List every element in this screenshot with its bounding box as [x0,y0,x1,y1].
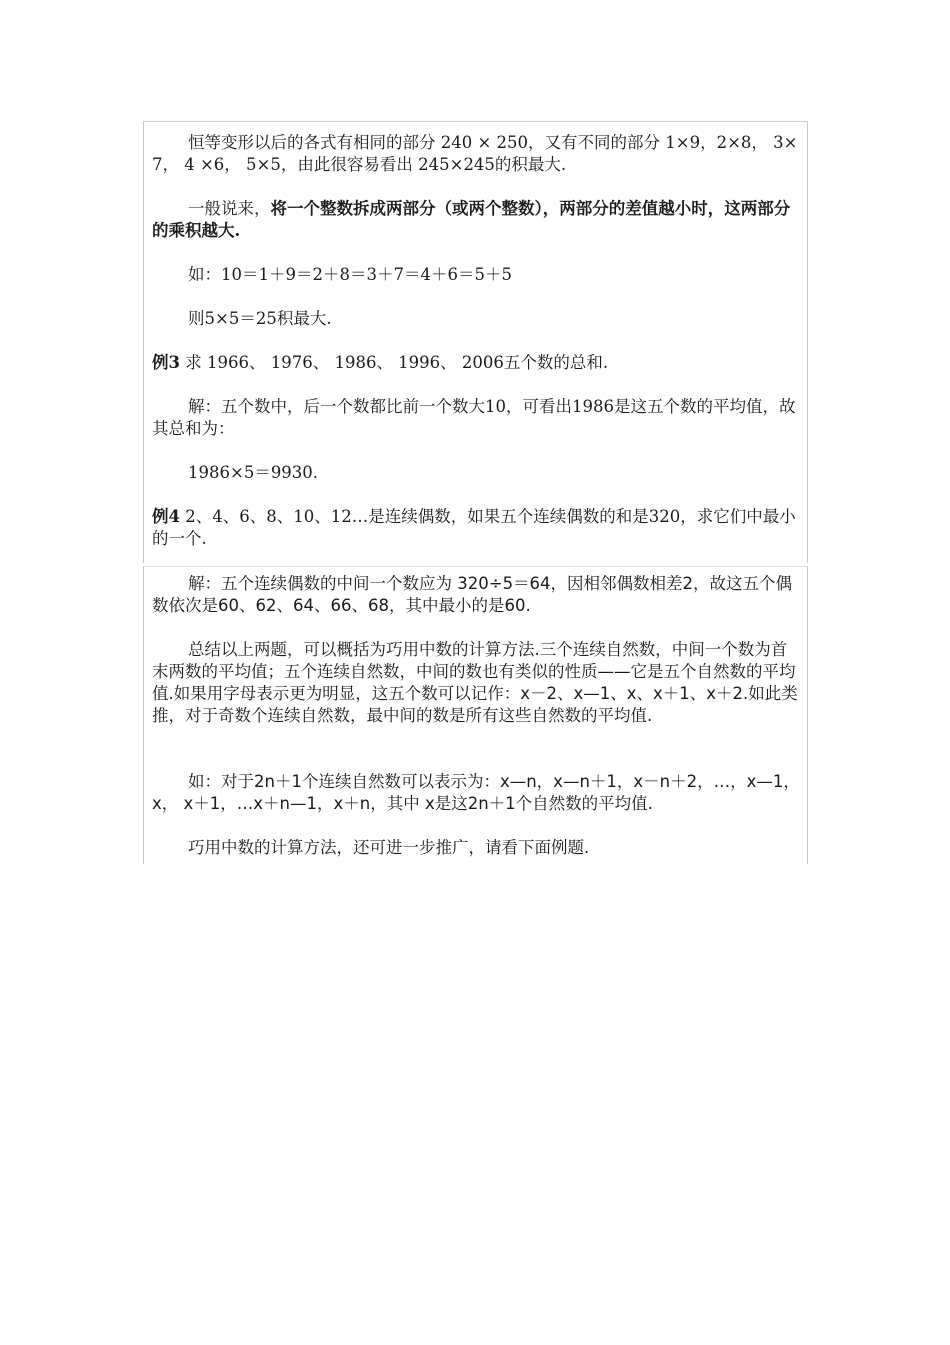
example-4-question [152,506,801,550]
equation-sum-result: 1986×5＝9930. [188,463,319,482]
example-4-text: 2、4、6、8、10、12…是连续偶数，如果五个连续偶数的和是320，求它们中最小的一个. [152,507,796,548]
example-4-solution: 解：五个连续偶数的中间一个数应为 320÷5＝64，因相邻偶数相差2，故这五个偶数依次是60、62、64、66、68，其中最小的是60. [152,574,793,615]
paragraph-identity-transform: 恒等变形以后的各式有相同的部分 240 × 250，又有不同的部分 1×9，2×8， 3×7， 4 ×6， 5×5，由此很容易看出 245×245的积最大. [152,133,798,174]
paragraph-general-example: 如：对于2n＋1个连续自然数可以表示为：x—n，x—n＋1，x－n＋2，…，x—1， x， x＋1，…x＋n—1，x＋n，其中 x是这2n＋1个自然数的平均值. [152,772,806,813]
general-rule-lead: 一般说来， [188,199,271,218]
content-panel-top [143,121,808,563]
example-4-label: 例4 [152,507,180,526]
example-3-label: 例3 [152,353,180,372]
example-3-solution: 解：五个数中，后一个数都比前一个数大10，可看出1986是这五个数的平均值，故其总和为： [152,397,796,438]
paragraph-closing: 巧用中数的计算方法，还可进一步推广，请看下面例题. [188,838,590,857]
content-panel-bottom [143,566,808,864]
example-3-question [152,352,801,374]
equation-max-product: 则5×5＝25积最大. [188,309,332,328]
example-3-text: 求 1966、 1976、 1986、 1996、 2006五个数的总和. [179,353,609,372]
paragraph-summary: 总结以上两题，可以概括为巧用中数的计算方法.三个连续自然数，中间一个数为首末两数的平均值；五个连续自然数，中间的数也有类似的性质——它是五个自然数的平均值.如果用字母表示更为明显，这五个数可以记作：x－2、x—1、x、x＋1、x＋2.如此类推，对于奇数个连续自然数，最中间的数是所有这些自然数的平均值. [152,640,798,725]
general-rule-bold: 将一个整数拆成两部分（或两个整数），两部分的差值越小时，这两部分的乘积越大. [152,199,791,240]
paragraph-general-rule [152,198,801,242]
equation-decomposition: 如：10＝1＋9＝2＋8＝3＋7＝4＋6＝5＋5 [188,265,512,284]
